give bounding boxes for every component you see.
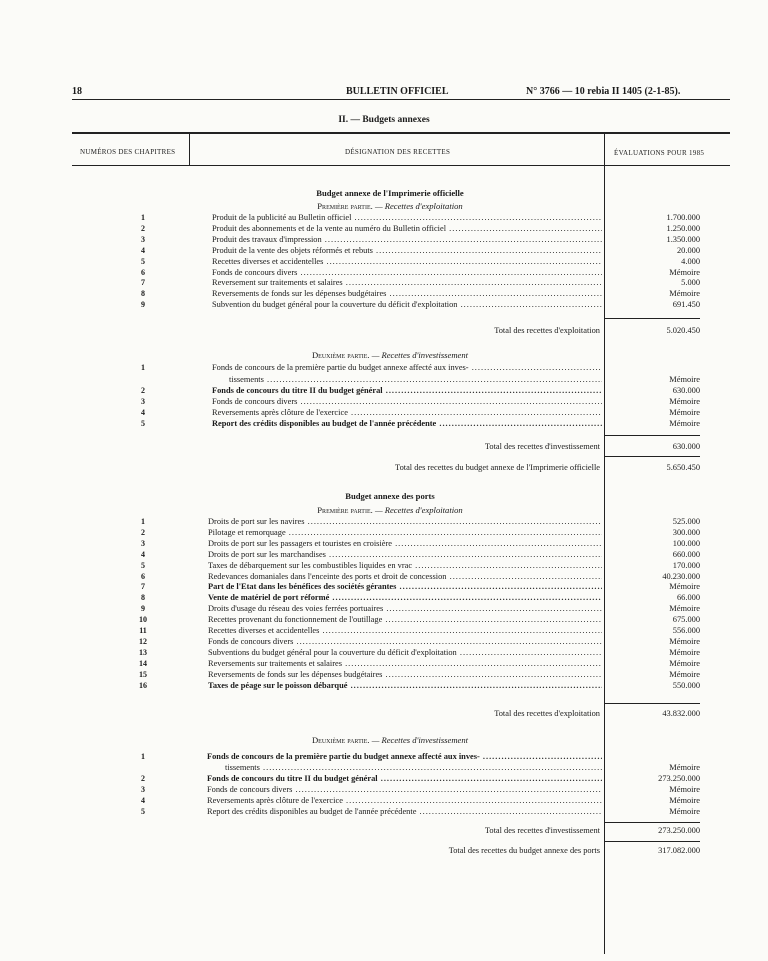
grand-total-label: Total des recettes du budget annexe de l'Imprimerie officielle xyxy=(395,463,600,472)
row-value: Mémoire xyxy=(669,604,700,614)
chapter-number: 1 xyxy=(141,517,145,526)
row-value: 1.250.000 xyxy=(666,223,700,233)
table-row xyxy=(0,625,768,636)
row-label: Taxes de péage sur le poisson débarqué ..... xyxy=(208,680,602,691)
row-label: Produit de la publicité au Bulletin officiel ..... xyxy=(212,212,602,223)
table-header-rule xyxy=(72,165,730,166)
row-value: Mémoire xyxy=(669,267,700,277)
chapter-number: 12 xyxy=(139,636,147,646)
row-label: Part de l'Etat dans les bénéfices des sociétés gérantes ..... xyxy=(208,581,602,592)
chapter-number: 4 xyxy=(141,245,145,255)
table-row xyxy=(0,277,768,288)
chapter-number: 3 xyxy=(141,538,145,548)
row-label: Recettes diverses et accidentelles ..... xyxy=(212,256,602,267)
page-number: 18 xyxy=(72,86,82,97)
row-value: 675.000 xyxy=(672,615,700,625)
row-label: Fonds de concours de la première partie du budget annexe affecté aux inves- ..... xyxy=(207,751,602,762)
row-label: Report des crédits disponibles au budget de l'année précédente ..... xyxy=(212,418,602,429)
part-label: Deuxième partie. xyxy=(311,735,370,745)
column-header-evaluations: ÉVALUATIONS POUR 1985 xyxy=(614,149,705,157)
chapter-number: 3 xyxy=(141,234,145,244)
grand-total-label: Total des recettes du budget annexe des ports xyxy=(448,846,600,855)
section-title: II. — Budgets annexes xyxy=(338,115,430,125)
table-row xyxy=(0,773,768,784)
row-label: Fonds de concours divers ..... xyxy=(212,267,602,278)
row-value: Mémoire xyxy=(669,636,700,646)
row-label: Vente de matériel de port réformé ..... xyxy=(208,592,602,603)
budget-title-imprimerie: Budget annexe de l'Imprimerie officielle xyxy=(316,188,464,198)
row-value: Mémoire xyxy=(669,806,700,816)
total-row xyxy=(0,325,768,337)
table-row xyxy=(0,549,768,560)
total-row xyxy=(0,825,768,837)
subtotal-rule xyxy=(604,318,700,319)
part-label: Première partie. xyxy=(317,201,373,211)
row-value: Mémoire xyxy=(669,795,700,805)
column-header-chapters: NUMÉROS DES CHAPITRES xyxy=(80,148,176,156)
table-row xyxy=(0,212,768,223)
chapter-number: 4 xyxy=(141,549,145,559)
chapter-number: 11 xyxy=(139,626,147,635)
chapter-number: 14 xyxy=(139,658,147,668)
total-value: 630.000 xyxy=(672,442,700,451)
row-label: Taxes de débarquement sur les combustibles liquides en vrac ..... xyxy=(208,560,602,571)
column-divider xyxy=(189,132,190,166)
part-title: — Recettes d'exploitation xyxy=(374,505,463,515)
total-value: 5.020.450 xyxy=(666,326,700,335)
table-row xyxy=(0,669,768,680)
table-row xyxy=(0,267,768,278)
chapter-number: 1 xyxy=(141,752,145,761)
row-label: Fonds de concours divers ..... xyxy=(212,396,602,407)
table-row xyxy=(0,680,768,691)
table-row xyxy=(0,396,768,407)
row-label: Produit des travaux d'impression ..... xyxy=(212,234,602,245)
row-label: Droits de port sur les marchandises ..... xyxy=(208,549,602,560)
chapter-number: 3 xyxy=(141,396,145,406)
row-label: Droits de port sur les navires ..... xyxy=(208,516,602,527)
row-value: Mémoire xyxy=(669,289,700,299)
row-value: 40.230.000 xyxy=(662,571,700,581)
chapter-number: 6 xyxy=(141,571,145,581)
row-label: Fonds de concours divers ..... xyxy=(208,636,602,647)
chapter-number: 10 xyxy=(139,615,147,625)
row-value: 273.250.000 xyxy=(658,774,700,783)
row-value: 4.000 xyxy=(681,256,700,266)
row-value: Mémoire xyxy=(669,784,700,794)
issue-reference: N° 3766 — 10 rebia II 1405 (2-1-85). xyxy=(526,86,681,97)
table-row xyxy=(0,516,768,527)
row-value: 66.000 xyxy=(676,593,700,603)
table-row xyxy=(0,647,768,658)
part-heading xyxy=(175,350,605,360)
row-value: Mémoire xyxy=(669,658,700,668)
row-label: Reversements sur traitements et salaires ..... xyxy=(208,658,602,669)
table-row xyxy=(0,527,768,538)
table-row xyxy=(0,385,768,396)
total-value: 43.832.000 xyxy=(662,709,700,718)
row-value: Mémoire xyxy=(669,669,700,679)
row-value: 525.000 xyxy=(672,517,700,526)
grand-total-value: 5.650.450 xyxy=(666,463,700,472)
table-row xyxy=(0,374,768,385)
part-title: — Recettes d'investissement xyxy=(371,735,469,745)
part-title: — Recettes d'exploitation xyxy=(374,201,463,211)
part-heading xyxy=(175,201,605,211)
row-label: Droits de port sur les passagers et touristes en croisière ..... xyxy=(208,538,602,549)
chapter-number: 5 xyxy=(141,806,145,816)
row-label: tissements ..... xyxy=(225,762,602,773)
total-row xyxy=(0,708,768,720)
column-header-designation: DÉSIGNATION DES RECETTES xyxy=(345,148,451,156)
total-row xyxy=(0,441,768,453)
row-value: Mémoire xyxy=(669,647,700,657)
chapter-number: 1 xyxy=(141,213,145,222)
row-value: 691.450 xyxy=(672,300,700,310)
chapter-number: 16 xyxy=(139,680,147,690)
part-label: Deuxième partie. xyxy=(311,350,370,360)
table-row xyxy=(0,223,768,234)
chapter-number: 8 xyxy=(141,593,145,603)
table-row xyxy=(0,806,768,817)
row-label: Reversements après clôture de l'exercice ..... xyxy=(212,407,602,418)
chapter-number: 8 xyxy=(141,289,145,299)
table-row xyxy=(0,418,768,429)
row-value: 1.350.000 xyxy=(666,234,700,244)
chapter-number: 7 xyxy=(141,582,145,592)
row-label: Recettes provenant du fonctionnement de l'outillage ..... xyxy=(208,614,602,625)
table-row xyxy=(0,658,768,669)
chapter-number: 5 xyxy=(141,560,145,570)
table-row xyxy=(0,560,768,571)
row-value: 660.000 xyxy=(672,549,700,559)
total-label: Total des recettes d'exploitation xyxy=(494,709,600,718)
total-label: Total des recettes d'investissement xyxy=(484,826,600,835)
chapter-number: 4 xyxy=(141,407,145,417)
table-row xyxy=(0,299,768,310)
part-heading xyxy=(175,735,605,745)
row-value: Mémoire xyxy=(669,396,700,406)
subtotal-rule xyxy=(604,435,700,436)
row-value: Mémoire xyxy=(669,763,700,772)
table-row xyxy=(0,795,768,806)
chapter-number: 13 xyxy=(139,647,147,657)
row-label: Fonds de concours du titre II du budget général ..... xyxy=(212,385,602,396)
table-row xyxy=(0,592,768,603)
table-row xyxy=(0,538,768,549)
table-row xyxy=(0,603,768,614)
row-label: Reversement sur traitements et salaires ..... xyxy=(212,277,602,288)
subtotal-rule xyxy=(604,456,700,457)
table-top-rule xyxy=(72,132,730,134)
row-label: Fonds de concours du titre II du budget général ..... xyxy=(207,773,602,784)
row-label: Fonds de concours divers ..... xyxy=(207,784,602,795)
row-label: Droits d'usage du réseau des voies ferrées portuaires ..... xyxy=(208,603,602,614)
chapter-number: 2 xyxy=(141,527,145,537)
table-row xyxy=(0,762,768,773)
row-label: Reversements de fonds sur les dépenses budgétaires ..... xyxy=(208,669,602,680)
table-row xyxy=(0,751,768,762)
row-label: Subventions du budget général pour la couverture du déficit d'exploitation ..... xyxy=(208,647,602,658)
row-value: Mémoire xyxy=(669,375,700,384)
row-value: 550.000 xyxy=(672,680,700,690)
table-row xyxy=(0,571,768,582)
table-row xyxy=(0,245,768,256)
part-label: Première partie. xyxy=(317,505,373,515)
table-row xyxy=(0,234,768,245)
chapter-number: 9 xyxy=(141,604,145,614)
chapter-number: 15 xyxy=(139,669,147,679)
grand-total-row xyxy=(0,462,768,474)
header-rule xyxy=(72,99,730,100)
table-row xyxy=(0,362,768,373)
chapter-number: 4 xyxy=(141,795,145,805)
chapter-number: 2 xyxy=(141,223,145,233)
row-label: Report des crédits disponibles au budget de l'année précédente ..... xyxy=(207,806,602,817)
budget-title-ports: Budget annexe des ports xyxy=(345,491,435,501)
row-value: Mémoire xyxy=(669,582,700,592)
journal-title: BULLETIN OFFICIEL xyxy=(346,86,449,97)
row-value: Mémoire xyxy=(669,418,700,428)
chapter-number: 5 xyxy=(141,418,145,428)
row-label: Fonds de concours de la première partie du budget annexe affecté aux inves- ..... xyxy=(212,362,602,373)
row-label: Recettes diverses et accidentelles ..... xyxy=(208,625,602,636)
chapter-number: 6 xyxy=(141,267,145,277)
chapter-number: 1 xyxy=(141,363,145,372)
chapter-number: 2 xyxy=(141,774,145,783)
grand-total-value: 317.082.000 xyxy=(658,846,700,855)
subtotal-rule xyxy=(604,822,700,823)
row-value: Mémoire xyxy=(669,407,700,417)
row-value: 5.000 xyxy=(681,278,700,288)
row-label: Reversements de fonds sur les dépenses budgétaires ..... xyxy=(212,288,602,299)
total-label: Total des recettes d'exploitation xyxy=(494,326,600,335)
row-value: 300.000 xyxy=(672,527,700,537)
table-row xyxy=(0,784,768,795)
row-value: 556.000 xyxy=(672,626,700,635)
part-title: — Recettes d'investissement xyxy=(371,350,469,360)
chapter-number: 7 xyxy=(141,278,145,288)
table-row xyxy=(0,407,768,418)
chapter-number: 5 xyxy=(141,256,145,266)
row-label: tissements ..... xyxy=(229,374,602,385)
row-label: Redevances domaniales dans l'enceinte des ports et droit de concession ..... xyxy=(208,571,602,582)
part-heading xyxy=(175,505,605,515)
table-row xyxy=(0,581,768,592)
row-label: Produit des abonnements et de la vente au numéro du Bulletin officiel ..... xyxy=(212,223,602,234)
subtotal-rule xyxy=(604,841,700,842)
table-row xyxy=(0,256,768,267)
chapter-number: 2 xyxy=(141,386,145,395)
total-label: Total des recettes d'investissement xyxy=(484,442,600,451)
row-value: 1.700.000 xyxy=(666,213,700,222)
subtotal-rule xyxy=(604,703,700,704)
row-label: Pilotage et remorquage ..... xyxy=(208,527,602,538)
table-row xyxy=(0,636,768,647)
row-value: 630.000 xyxy=(672,386,700,395)
table-row xyxy=(0,288,768,299)
chapter-number: 9 xyxy=(141,300,145,310)
chapter-number: 3 xyxy=(141,784,145,794)
row-value: 170.000 xyxy=(672,560,700,570)
row-label: Produit de la vente des objets réformés et rebuts ..... xyxy=(212,245,602,256)
row-value: 20.000 xyxy=(676,245,700,255)
table-row xyxy=(0,614,768,625)
grand-total-row xyxy=(0,845,768,857)
row-value: 100.000 xyxy=(672,538,700,548)
row-label: Reversements après clôture de l'exercice ..... xyxy=(207,795,602,806)
row-label: Subvention du budget général pour la couverture du déficit d'exploitation ..... xyxy=(212,299,602,310)
total-value: 273.250.000 xyxy=(658,826,700,835)
